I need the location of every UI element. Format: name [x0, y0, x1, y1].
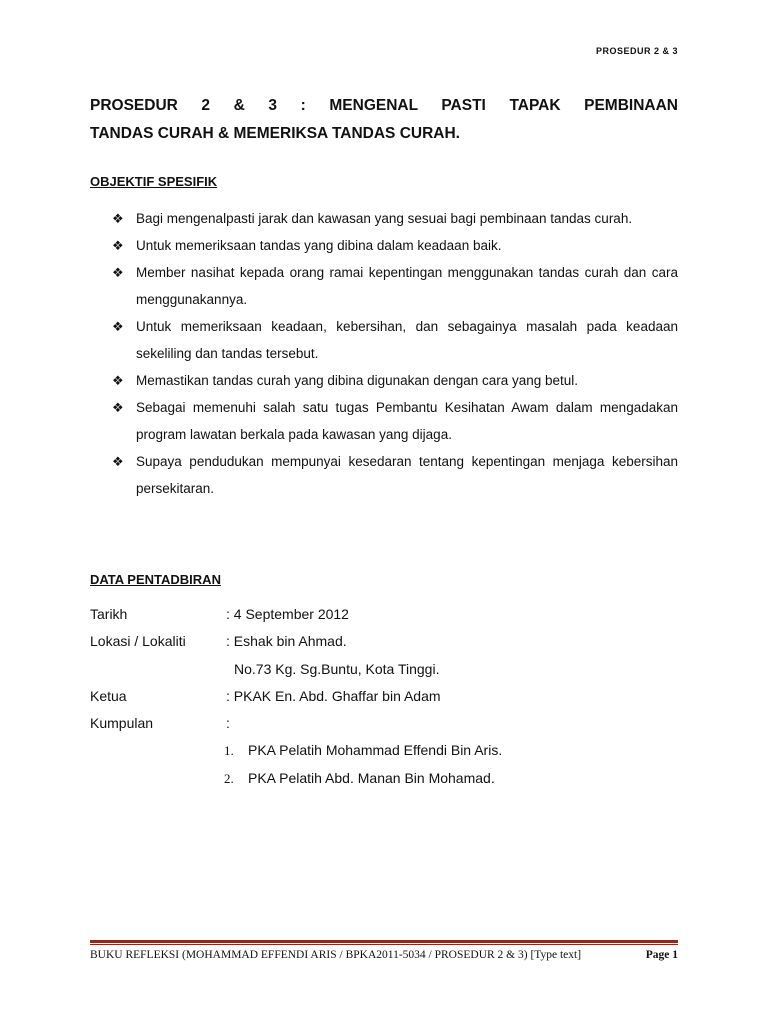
list-item — [112, 367, 678, 394]
data-pentadbiran-table — [90, 601, 678, 792]
diamond-bullet-icon: ❖ — [112, 238, 124, 253]
data-pentadbiran-heading: DATA PENTADBIRAN — [90, 572, 221, 587]
list-item — [112, 259, 678, 313]
kumpulan-value: : — [226, 715, 230, 732]
list-item — [112, 232, 678, 259]
footer-text: BUKU REFLEKSI (MOHAMMAD EFFENDI ARIS / BPKA2011-5034 / PROSEDUR 2 & 3) [Type text] — [90, 949, 582, 961]
member-row — [90, 737, 678, 764]
diamond-bullet-icon: ❖ — [112, 373, 124, 388]
list-item-text: Supaya pendudukan mempunyai kesedaran tentang kepentingan menjaga kebersihan persekitaran. — [136, 454, 678, 496]
diamond-bullet-icon: ❖ — [112, 400, 124, 415]
member-name: PKA Pelatih Abd. Manan Bin Mohamad. — [248, 769, 495, 786]
running-header: PROSEDUR 2 & 3 — [595, 46, 678, 56]
member-number: 2. — [224, 770, 234, 786]
list-item-text: Untuk memeriksaan tandas yang dibina dalam keadaan baik. — [136, 238, 502, 253]
list-item-text: Member nasihat kepada orang ramai kepentingan menggunakan tandas curah dan cara menggunakannya. — [136, 265, 678, 307]
list-item — [112, 313, 678, 367]
footer-page-number: Page 1 — [645, 949, 678, 961]
kumpulan-row — [90, 710, 678, 737]
document-title-line1: PROSEDUR 2 & 3 : MENGENAL PASTI TAPAK PEMBINAAN — [90, 97, 678, 114]
member-number: 1. — [224, 743, 234, 759]
member-row — [90, 765, 678, 792]
document-title — [90, 92, 678, 148]
kumpulan-label: Kumpulan — [90, 715, 154, 732]
footer-rule-thin — [90, 944, 678, 945]
list-item — [112, 205, 678, 232]
lokasi-row — [90, 628, 678, 655]
ketua-value: : PKAK En. Abd. Ghaffar bin Adam — [226, 687, 441, 704]
ketua-label: Ketua — [90, 687, 127, 704]
footer-rule-thick — [90, 940, 678, 943]
objektif-heading: OBJEKTIF SPESIFIK — [90, 174, 218, 189]
diamond-bullet-icon: ❖ — [112, 265, 124, 280]
tarikh-row — [90, 601, 678, 628]
tarikh-label: Tarikh — [90, 606, 128, 622]
ketua-row — [90, 683, 678, 710]
diamond-bullet-icon: ❖ — [112, 319, 124, 334]
list-item — [112, 448, 678, 502]
diamond-bullet-icon: ❖ — [112, 454, 124, 469]
lokasi-address: No.73 Kg. Sg.Buntu, Kota Tinggi. — [234, 660, 440, 677]
diamond-bullet-icon: ❖ — [112, 211, 124, 226]
lokasi-label: Lokasi / Lokaliti — [90, 633, 186, 650]
tarikh-value: : 4 September 2012 — [226, 606, 349, 622]
lokasi-row-2 — [90, 656, 678, 683]
lokasi-value: : Eshak bin Ahmad. — [226, 633, 347, 650]
document-title-line2: TANDAS CURAH & MEMERIKSA TANDAS CURAH. — [90, 125, 460, 142]
list-item-text: Bagi mengenalpasti jarak dan kawasan yang sesuai bagi pembinaan tandas curah. — [136, 211, 633, 226]
list-item — [112, 394, 678, 448]
member-name: PKA Pelatih Mohammad Effendi Bin Aris. — [248, 742, 503, 759]
objektif-list — [112, 205, 678, 502]
list-item-text: Memastikan tandas curah yang dibina digunakan dengan cara yang betul. — [136, 373, 579, 388]
list-item-text: Untuk memeriksaan keadaan, kebersihan, dan sebagainya masalah pada keadaan sekeliling dan tandas tersebut. — [136, 319, 678, 361]
list-item-text: Sebagai memenuhi salah satu tugas Pembantu Kesihatan Awam dalam mengadakan program lawatan berkala pada kawasan yang dijaga. — [136, 400, 678, 442]
